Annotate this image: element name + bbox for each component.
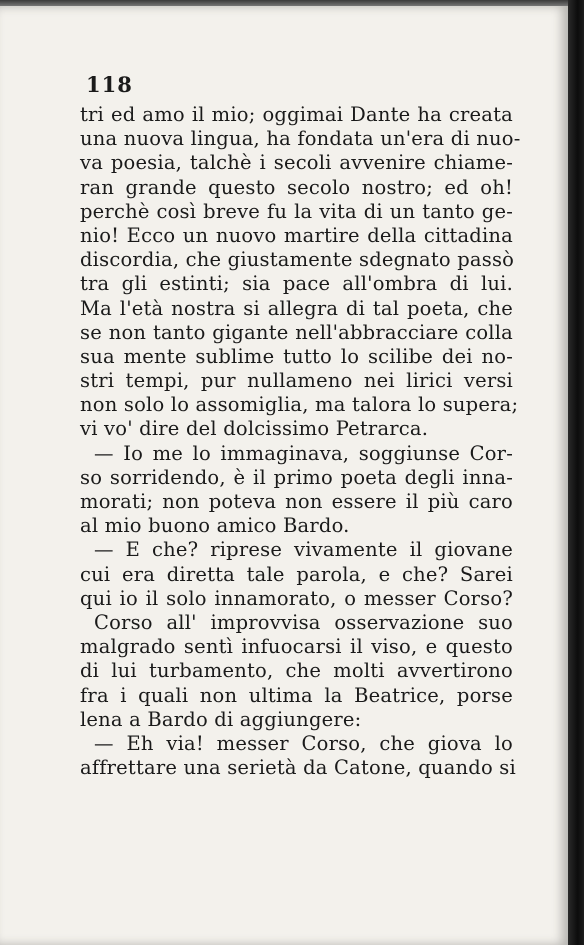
text-line: qui io il solo innamorato, o messer Corso? — [80, 586, 513, 610]
text-line: cui era diretta tale parola, e che? Sarei — [80, 562, 513, 586]
text-line: — Io me lo immaginava, soggiunse Cor- — [94, 441, 513, 465]
text-line: — E che? riprese vivamente il giovane — [94, 538, 513, 562]
text-line: fra i quali non ultima la Beatrice, porse — [80, 683, 513, 707]
text-line: Corso all' improvvisa osservazione suo — [94, 610, 513, 634]
text-line: al mio buono amico Bardo. — [80, 514, 350, 538]
page-number: 118 — [86, 72, 133, 97]
text-line: — Eh via! messer Corso, che giova lo — [94, 731, 513, 755]
text-line: discordia, che giustamente sdegnato passò — [80, 248, 515, 272]
text-line: affrettare una serietà da Catone, quando si — [80, 756, 516, 780]
text-line: morati; non poteva non essere il più caro — [80, 490, 513, 513]
text-line: non solo lo assomiglia, ma talora lo supera; — [80, 393, 519, 417]
text-line: so sorridendo, è il primo poeta degli inna- — [80, 465, 513, 489]
text-line: di lui turbamento, che molti avvertirono — [80, 659, 513, 683]
text-line: lena a Bardo di aggiungere: — [80, 707, 362, 731]
text-line: Ma l'età nostra si allegra di tal poeta, che — [80, 296, 513, 320]
text-line: se non tanto gigante nell'abbracciare colla — [80, 320, 513, 344]
text-line: nio! Ecco un nuovo martire della cittadina — [80, 223, 513, 247]
text-line: tri ed amo il mio; oggimai Dante ha creata — [80, 103, 513, 126]
book-page — [0, 6, 568, 945]
text-line: una nuova lingua, ha fondata un'era di nuo- — [80, 127, 521, 151]
text-line: va poesia, talchè i secoli avvenire chiame- — [80, 151, 513, 175]
text-line: sua mente sublime tutto lo scilibe dei no- — [80, 344, 513, 368]
text-line: vi vo' dire del dolcissimo Petrarca. — [80, 417, 429, 441]
body-text — [80, 103, 521, 780]
text-line: tra gli estinti; sia pace all'ombra di lui. — [80, 272, 513, 296]
text-line: perchè così breve fu la vita di un tanto ge- — [80, 199, 513, 223]
book-spine-edge — [568, 0, 584, 945]
text-line: ran grande questo secolo nostro; ed oh! — [80, 175, 513, 199]
text-line: stri tempi, pur nullameno nei lirici versi — [80, 369, 513, 393]
text-line: malgrado sentì infuocarsi il viso, e questo — [80, 635, 513, 659]
